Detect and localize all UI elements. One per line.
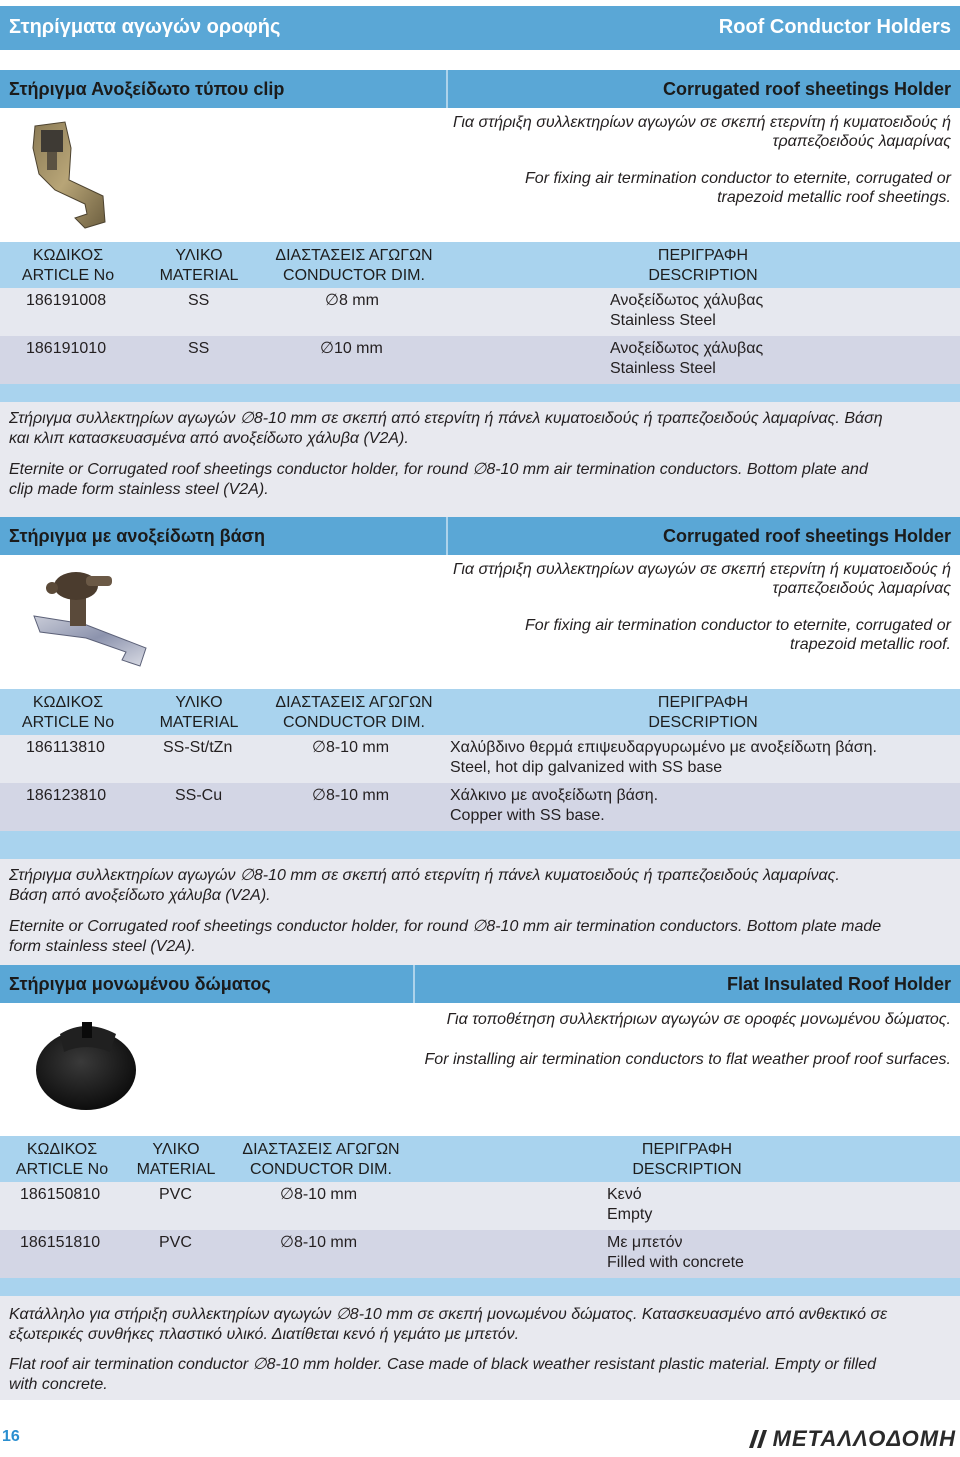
table-footer-bar bbox=[0, 831, 960, 859]
row-code: 186191010 bbox=[26, 340, 107, 357]
section-1-intro-english: For fixing air termination conductor to eternite, corrugated or trapezoid metallic roof sheetings. bbox=[525, 170, 951, 206]
col-header-material: ΥΛΙΚΟ MATERIAL bbox=[136, 1141, 216, 1178]
row-dim: ∅8-10 mm bbox=[312, 739, 390, 756]
col-header-material: ΥΛΙΚΟ MATERIAL bbox=[159, 694, 239, 731]
col-header-code: ΚΩΔΙΚΟΣ ARTICLE No bbox=[15, 1141, 109, 1178]
col-header-dim: ΔΙΑΣΤΑΣΕΙΣ ΑΓΩΓΩΝ CONDUCTOR DIM. bbox=[275, 247, 433, 284]
section-1-title-bar bbox=[0, 70, 960, 108]
col-header-desc: ΠΕΡΙΓΡΑΦΗ DESCRIPTION bbox=[648, 247, 758, 284]
page-title-greek: Στηρίγματα αγωγών οροφής bbox=[9, 16, 281, 38]
col-header-code: ΚΩΔΙΚΟΣ ARTICLE No bbox=[21, 247, 115, 284]
table-row bbox=[0, 783, 960, 831]
section-1-notes: Στήριγμα συλλεκτηρίων αγωγών ∅8-10 mm σε σκεπή από ετερνίτη ή πάνελ κυματοειδούς ή τραπεζοειδούς λαμαρίνας. Βάση και κλιπ κατασκευασμένα από ανοξείδωτο χάλυβα (V2A). Eternite or Corrugated roof sheetings conductor holder, for round ∅8-10 mm air termination conductors. Bottom plate and clip made form stainless steel (V2A). bbox=[0, 402, 960, 517]
row-desc: Με μπετόν Filled with concrete bbox=[607, 1234, 744, 1271]
row-material: SS-St/tZn bbox=[163, 739, 233, 756]
page-title-english: Roof Conductor Holders bbox=[718, 16, 951, 38]
table-row bbox=[0, 336, 960, 384]
table-row bbox=[0, 735, 960, 783]
section-3-title-english: Flat Insulated Roof Holder bbox=[726, 974, 951, 994]
col-header-desc: ΠΕΡΙΓΡΑΦΗ DESCRIPTION bbox=[632, 1141, 742, 1178]
section-2-intro-greek: Για στήριξη συλλεκτηρίων αγωγών σε σκεπή ετερνίτη ή κυματοειδούς ή τραπεζοειδούς λαμαρίνας bbox=[452, 561, 951, 597]
row-desc: Χαλύβδινο θερμά επιψευδαργυρωμένο με ανοξείδωτη βάση. Steel, hot dip galvanized with SS base bbox=[450, 739, 877, 776]
flat-roof-holder-image bbox=[30, 1012, 140, 1114]
section-2-title-greek: Στήριγμα με ανοξείδωτη βάση bbox=[9, 526, 265, 546]
section-1-title-greek: Στήριγμα Ανοξείδωτο τύπου clip bbox=[9, 79, 285, 99]
section-1-intro-greek: Για στήριξη συλλεκτηρίων αγωγών σε σκεπή ετερνίτη ή κυματοειδούς ή τραπεζοειδούς λαμαρίνας bbox=[452, 114, 951, 150]
section-2-intro-english: For fixing air termination conductor to eternite, corrugated or trapezoid metallic roof. bbox=[525, 617, 951, 653]
table-row bbox=[0, 288, 960, 336]
row-material: PVC bbox=[159, 1234, 192, 1251]
page-number: 16 bbox=[2, 1428, 20, 1445]
col-header-material: ΥΛΙΚΟ MATERIAL bbox=[159, 247, 239, 284]
section-2-title-english: Corrugated roof sheetings Holder bbox=[662, 526, 951, 546]
row-dim: ∅8-10 mm bbox=[280, 1234, 358, 1251]
row-material: SS bbox=[188, 292, 210, 309]
row-code: 186151810 bbox=[20, 1234, 101, 1251]
row-material: SS-Cu bbox=[175, 787, 223, 804]
section-3-notes: Κατάλληλο για στήριξη συλλεκτηρίων αγωγών ∅8-10 mm σε σκεπή μονωμένου δώματος. Κατασκευασμένο από ανθεκτικό σε εξωτερικές συνθήκες πλαστικό υλικό. Διατίθεται κενό ή γεμάτο με μπετόν. Flat roof air termination conductor ∅8-10 mm holder. Case made of black weather resistant plastic material. Empty or filled with concrete. bbox=[0, 1296, 960, 1400]
col-header-dim: ΔΙΑΣΤΑΣΕΙΣ ΑΓΩΓΩΝ CONDUCTOR DIM. bbox=[275, 694, 433, 731]
row-code: 186113810 bbox=[26, 739, 105, 756]
section-3-table-header bbox=[0, 1136, 960, 1182]
row-dim: ∅8 mm bbox=[325, 292, 379, 309]
row-desc: Ανοξείδωτος χάλυβας Stainless Steel bbox=[610, 292, 764, 329]
row-material: PVC bbox=[159, 1186, 192, 1203]
row-desc: Ανοξείδωτος χάλυβας Stainless Steel bbox=[610, 340, 764, 377]
section-3-intro-greek: Για τοποθέτηση συλλεκτήριων αγωγών σε οροφές μονωμένου δώματος. bbox=[446, 1011, 951, 1028]
table-footer-bar bbox=[0, 1278, 960, 1296]
row-desc: Χάλκινο με ανοξείδωτη βάση. Copper with SS base. bbox=[450, 787, 659, 824]
col-header-code: ΚΩΔΙΚΟΣ ARTICLE No bbox=[21, 694, 115, 731]
section-3-intro-english: For installing air termination conductors to flat weather proof roof surfaces. bbox=[424, 1051, 951, 1068]
table-row bbox=[0, 1182, 960, 1230]
col-header-desc: ΠΕΡΙΓΡΑΦΗ DESCRIPTION bbox=[648, 694, 758, 731]
section-1-table-header bbox=[0, 242, 960, 288]
row-code: 186150810 bbox=[20, 1186, 101, 1203]
row-code: 186123810 bbox=[26, 787, 107, 804]
row-dim: ∅8-10 mm bbox=[312, 787, 390, 804]
section-3-title-bar bbox=[0, 965, 960, 1003]
logo-text: ΜΕΤΑΛΛΟΔΟΜΗ bbox=[772, 1426, 956, 1451]
col-header-dim: ΔΙΑΣΤΑΣΕΙΣ ΑΓΩΓΩΝ CONDUCTOR DIM. bbox=[242, 1141, 400, 1178]
logo-mark-icon bbox=[747, 1428, 773, 1450]
section-2-notes: Στήριγμα συλλεκτηρίων αγωγών ∅8-10 mm σε σκεπή από ετερνίτη ή πάνελ κυματοειδούς ή τραπεζοειδούς λαμαρίνας. Βάση από ανοξείδωτο χάλυβα (V2A). Eternite or Corrugated roof sheetings conductor holder, for round ∅8-10 mm air termination conductors. Bottom plate made form stainless steel (V2A). bbox=[0, 859, 960, 965]
row-dim: ∅8-10 mm bbox=[280, 1186, 358, 1203]
row-code: 186191008 bbox=[26, 292, 107, 309]
row-material: SS bbox=[188, 340, 210, 357]
section-1-title-english: Corrugated roof sheetings Holder bbox=[662, 79, 951, 99]
company-logo bbox=[747, 1426, 956, 1452]
page-header bbox=[0, 6, 960, 50]
row-desc: Κενό Empty bbox=[607, 1186, 653, 1223]
steel-base-holder-image bbox=[30, 566, 148, 670]
table-footer-bar bbox=[0, 384, 960, 402]
row-dim: ∅10 mm bbox=[320, 340, 383, 357]
section-2-table-header bbox=[0, 689, 960, 735]
section-2-title-bar bbox=[0, 517, 960, 555]
section-3-title-greek: Στήριγμα μονωμένου δώματος bbox=[9, 974, 271, 994]
table-row bbox=[0, 1230, 960, 1278]
clip-holder-image bbox=[25, 118, 110, 230]
